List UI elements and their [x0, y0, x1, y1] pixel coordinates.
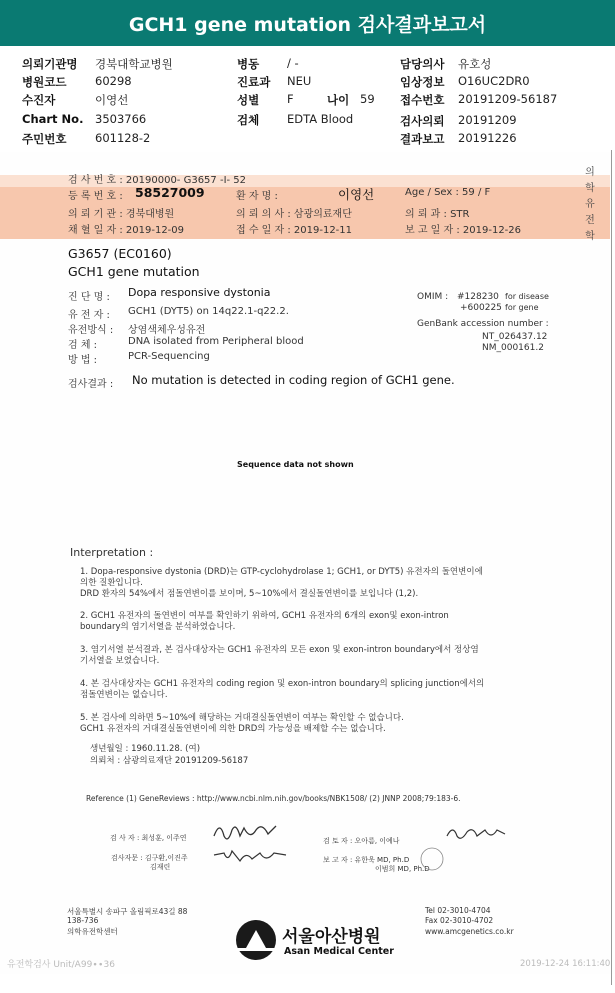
chart-no-value: 3503766 [95, 112, 147, 126]
receive-date: 접 수 일 자 : 2019-12-11 [236, 225, 353, 236]
vertical-dept-label: 의 학 유 전 학 [585, 167, 595, 242]
address-1: 서울특별시 송파구 올림픽로43길 88 [67, 907, 188, 916]
genbank-2: NM_000161.2 [482, 343, 544, 353]
interpretation-title: Interpretation : [70, 546, 154, 559]
footer-left: 유전학검사 Unit/A99∙∙36 [7, 960, 116, 970]
test-number: 검 사 번 호 : 20190000- G3657 -I- 52 [68, 175, 247, 186]
gene-label: 유 전 자 : [68, 310, 110, 321]
reporter-label: 보 고 자 : 유한욱 MD, Ph.D [323, 856, 410, 864]
age-value: 59 [360, 92, 375, 106]
inherit-label: 유전방식 : [68, 325, 114, 336]
report-date: 보 고 일 자 : 2019-12-26 [405, 225, 522, 236]
patient-header [0, 52, 615, 148]
ward-value: / - [287, 56, 299, 70]
omim-label: OMIM : [417, 292, 449, 302]
reviewer-label: 검 토 자 : 오아름, 이예나 [323, 837, 400, 845]
supervisor-label: 검사자문 : 김구환,이진주 [111, 854, 188, 862]
reg-value: 58527009 [135, 185, 205, 200]
fax: Fax 02-3010-4702 [425, 916, 494, 925]
doctor-label: 담당의사 [400, 57, 445, 71]
req-dept: 의 뢰 과 : STR [405, 209, 470, 220]
receipt-no-label: 접수번호 [400, 93, 445, 107]
asan-logo-icon [236, 920, 276, 960]
reporter-2: 이범희 MD, Ph.D [375, 865, 430, 873]
patient-label: 환 자 명 : [236, 191, 278, 202]
diagnosis-label: 진 단 명 : [68, 292, 110, 303]
reference: Reference (1) GeneReviews : http://www.ncbi.nlm.nih.gov/books/NBK1508/ (2) JNNP 2008;79:183-6. [86, 794, 461, 803]
dept-value: NEU [287, 74, 312, 88]
result-value: No mutation is detected in coding region of GCH1 gene. [132, 373, 455, 387]
collect-date: 채 혈 일 자 : 2019-12-09 [68, 225, 185, 236]
hospital-code-label: 병원코드 [22, 75, 67, 89]
diagnosis-value: Dopa responsive dystonia [128, 286, 271, 299]
clinical-info-value: O16UC2DR0 [458, 74, 530, 88]
specimen-label-body: 검 체 : [68, 340, 98, 351]
test-code: G3657 (EC0160) [68, 246, 172, 261]
inherit-value: 상염색체우성유전 [128, 325, 206, 336]
omim-disease-note: for disease [505, 292, 549, 301]
institution-label: 의뢰기관명 [22, 57, 78, 71]
sex-label: 성별 [237, 93, 260, 107]
reg-label: 등 록 번 호 : [68, 191, 123, 202]
examiner-signature [210, 818, 300, 846]
req-institution: 의 뢰 기 관 : 경북대병원 [68, 209, 175, 220]
result-label: 검사결과 : [68, 379, 114, 390]
footer-timestamp: 2019-12-24 16:11:40 [520, 959, 611, 969]
supervisor-2: 김재린 [150, 863, 171, 871]
supervisor-signature [212, 845, 302, 867]
gene-value: GCH1 (DYT5) on 14q22.1-q22.2. [128, 306, 289, 317]
ward-label: 병동 [237, 57, 260, 71]
specimen-label: 검체 [237, 113, 260, 127]
reviewer-signature [445, 822, 515, 844]
age-sex: Age / Sex : 59 / F [405, 187, 491, 198]
genbank-label: GenBank accession number : [417, 319, 549, 329]
reporter-seal [415, 846, 449, 872]
method-value: PCR-Sequencing [128, 351, 210, 362]
resident-no-value: 601128-2 [95, 131, 151, 145]
sequence-note: Sequence data not shown [237, 460, 354, 469]
request-date-label: 검사의뢰 [400, 114, 445, 128]
hospital-name-ko: 서울아산병원 [282, 927, 381, 947]
requester: 의뢰처 : 삼광의료재단 20191209-56187 [90, 756, 249, 766]
request-date-value: 20191209 [458, 113, 517, 127]
req-person: 의 뢰 의 사 : 삼광의료재단 [236, 209, 352, 220]
age-label: 나이 [327, 93, 350, 107]
page-edge [611, 150, 612, 985]
dept-label: 진료과 [237, 75, 271, 89]
report-date-value: 20191226 [458, 131, 517, 145]
test-name: GCH1 gene mutation [68, 264, 200, 279]
sex-value: F [287, 92, 294, 106]
report-date-label: 결과보고 [400, 132, 445, 146]
hospital-code-value: 60298 [95, 74, 132, 88]
receipt-no-value: 20191209-56187 [458, 92, 558, 106]
patient-value: 이영선 [338, 187, 375, 202]
resident-no-label: 주민번호 [22, 132, 67, 146]
omim-disease: #128230 [457, 292, 499, 302]
clinical-info-label: 임상정보 [400, 75, 445, 89]
omim-gene: +600225 [460, 303, 502, 313]
specimen-value-body: DNA isolated from Peripheral blood [128, 336, 304, 347]
examinee-label: 수진자 [22, 93, 56, 107]
institution-value: 경북대학교병원 [95, 57, 173, 71]
address-3: 의학유전학센터 [67, 927, 118, 936]
tel: Tel 02-3010-4704 [425, 906, 491, 915]
address-2: 138-736 [67, 916, 99, 925]
doctor-value: 유호성 [458, 57, 492, 71]
hospital-name-en: Asan Medical Center [284, 946, 394, 957]
specimen-value: EDTA Blood [287, 112, 354, 126]
method-label: 방 법 : [68, 355, 98, 366]
omim-gene-note: for gene [505, 303, 539, 312]
report-title: GCH1 gene mutation 검사결과보고서 [0, 0, 615, 46]
birth-date: 생년월일 : 1960.11.28. (여) [90, 744, 201, 754]
website: www.amcgenetics.co.kr [425, 927, 514, 936]
chart-no-label: Chart No. [22, 112, 84, 126]
genbank-1: NT_026437.12 [482, 332, 548, 342]
examiner-label: 검 사 자 : 최성훈, 이주연 [110, 834, 187, 842]
examinee-value: 이영선 [95, 93, 129, 107]
